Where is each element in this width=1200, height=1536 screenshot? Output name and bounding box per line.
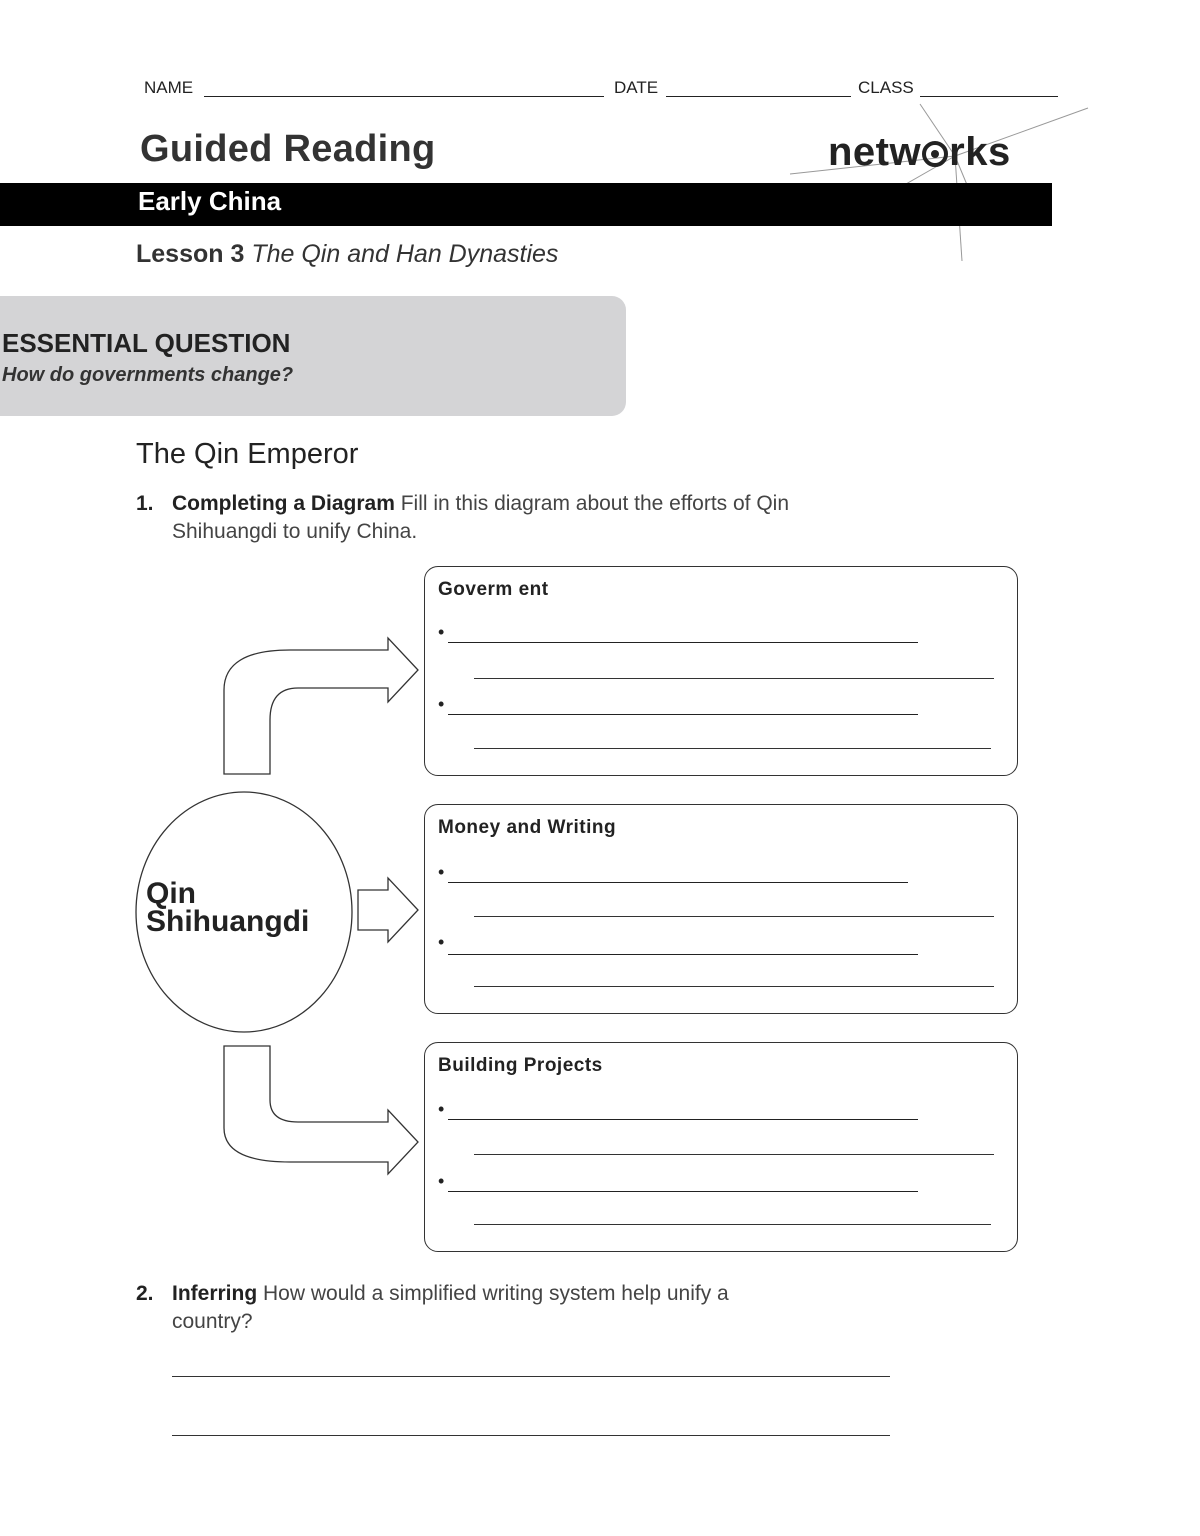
answer-line[interactable] <box>448 642 918 643</box>
logo-text-end: rks <box>949 130 1011 174</box>
class-label: CLASS <box>858 78 914 97</box>
bullet: • <box>438 932 445 952</box>
answer-line[interactable] <box>474 986 994 987</box>
bullet: • <box>438 1171 445 1191</box>
answer-line[interactable] <box>448 714 918 715</box>
q2-number-text: 2. <box>136 1282 154 1305</box>
money-writing-box-title: Money and Writing <box>438 817 617 838</box>
bullet: • <box>438 1099 445 1119</box>
section-title: The Qin Emperor <box>136 438 359 470</box>
q2-text: How would a simplified writing system help unify a country? <box>172 1282 729 1333</box>
arrow-to-money-writing <box>358 878 418 942</box>
arrow-to-government <box>224 638 418 774</box>
q2-answer-line-1[interactable] <box>172 1376 890 1377</box>
answer-line[interactable] <box>474 678 994 679</box>
center-label <box>146 877 310 938</box>
answer-line[interactable] <box>474 1154 994 1155</box>
unit-title: Early China <box>138 186 282 216</box>
q2-prompt <box>172 1280 812 1336</box>
lesson-number: Lesson 3 <box>136 240 245 268</box>
answer-line[interactable] <box>474 748 991 749</box>
name-label: NAME <box>144 78 194 97</box>
page-title: Guided Reading <box>140 128 436 170</box>
center-label-line1: Qin <box>146 877 196 910</box>
lesson-title: The Qin and Han Dynasties <box>251 240 559 268</box>
q1-skill: Completing a Diagram <box>172 492 395 515</box>
essential-question-label: ESSENTIAL QUESTION <box>2 328 291 358</box>
logo-text-start: netw <box>828 130 922 174</box>
logo-rays-decoration <box>780 96 1100 266</box>
q1-text: Fill in this diagram about the efforts of Qin Shihuangdi to unify China. <box>172 492 790 543</box>
date-label: DATE <box>614 78 659 97</box>
networks-logo <box>828 130 1011 175</box>
answer-line[interactable] <box>474 1224 991 1225</box>
q2-skill: Inferring <box>172 1282 258 1305</box>
q1-number <box>136 490 172 518</box>
bullet: • <box>438 862 445 882</box>
answer-line[interactable] <box>448 1119 918 1120</box>
answer-line[interactable] <box>448 882 908 883</box>
center-label-line2: Shihuangdi <box>146 905 310 938</box>
government-box-title: Goverm ent <box>438 579 549 600</box>
answer-line[interactable] <box>448 1191 918 1192</box>
bullet: • <box>438 622 445 642</box>
q1-prompt <box>172 490 852 546</box>
arrow-to-building-projects <box>224 1046 418 1174</box>
q2-number <box>136 1280 172 1308</box>
bullet: • <box>438 694 445 714</box>
name-field[interactable] <box>204 96 604 97</box>
answer-line[interactable] <box>448 954 918 955</box>
q2-answer-line-2[interactable] <box>172 1435 890 1436</box>
q1-number-text: 1. <box>136 492 154 515</box>
answer-line[interactable] <box>474 916 994 917</box>
essential-question-text: How do governments change? <box>2 364 294 386</box>
lesson-heading <box>136 240 558 269</box>
building-projects-box-title: Building Projects <box>438 1055 603 1076</box>
logo-o-icon <box>922 141 948 167</box>
